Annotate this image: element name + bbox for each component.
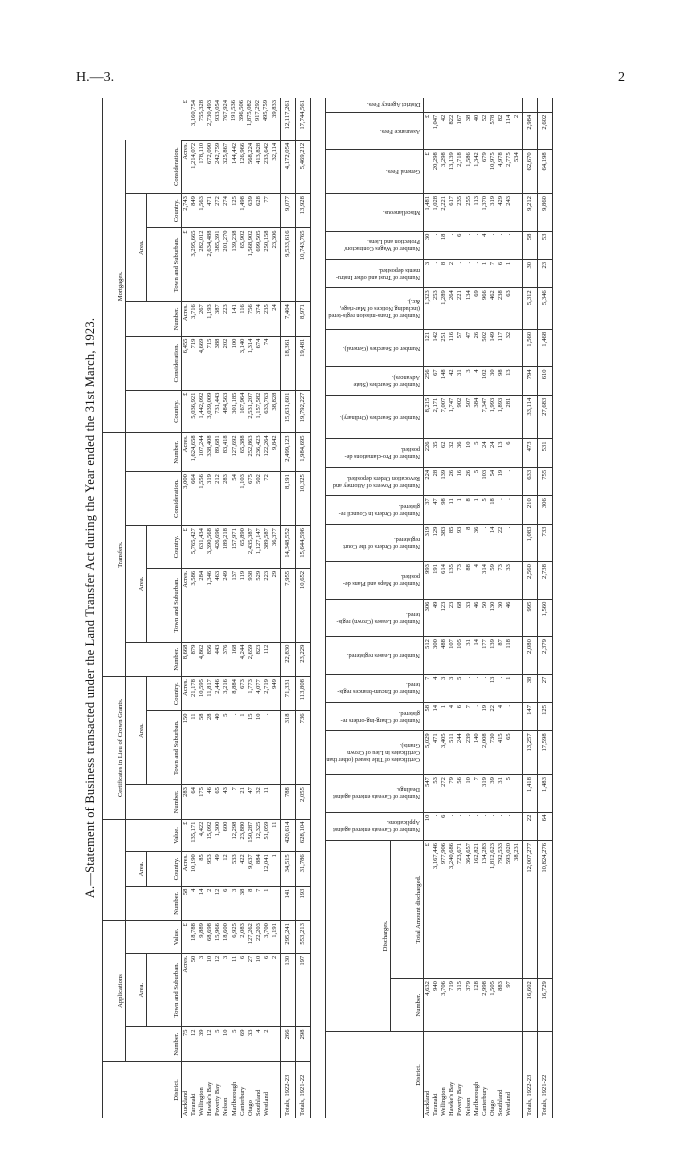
t2-col-23: £ 1,047 42 822 167 38 40 52 578 82 114 2 <box>424 112 523 150</box>
t2-prev-15: 27,683 <box>538 395 553 439</box>
t2-col-13: 224 28 139 26 16 26 5 103 54 19 . <box>424 467 523 495</box>
t2-totals-previous-row <box>538 98 553 1118</box>
grp2-number-header: Number. <box>126 886 182 920</box>
app-area-header: Area. <box>126 953 147 1027</box>
t2-prev-2: 10,824,276 <box>538 840 553 978</box>
district-names: Auckland Taranaki Wellington Hawke's Bay Poverty Bay Nelson Marlborough Canterbury Otago Southland Westland <box>182 1081 270 1116</box>
vh-orders-council: Number of Orders in Council re-gistered. <box>326 496 424 524</box>
applications-header: Applications <box>103 921 126 1062</box>
t2-tot-11: 1,083 <box>523 524 538 562</box>
t2-prev-1: 16,729 <box>538 979 553 1032</box>
page-series-code: H.—3. <box>76 70 115 85</box>
t2-prev-7: 27 <box>538 674 553 702</box>
t2-prev-13: 755 <box>538 467 553 495</box>
t2-tot-14: 473 <box>523 439 538 467</box>
vh-general-fees: General Fees. <box>326 150 424 194</box>
vh-charging-orders: Number of Charg-ing-orders re-gistered. <box>326 703 424 731</box>
t2-totals-current-row <box>523 98 538 1118</box>
vh-leases: Number of Leases registered. <box>326 637 424 675</box>
t1-tot-20: 4,172,054 <box>281 140 296 193</box>
t1-tot-1: 266 <box>281 1027 296 1061</box>
t2-prev-20: 53 <box>538 231 553 259</box>
t2-tot-5: 13,257 <box>523 731 538 775</box>
t2-prev-11: 733 <box>538 524 553 562</box>
t1-prev-5: 31,786 <box>296 852 311 886</box>
t1-col-21: £ 3,160,754 755,328 2,730,493 933,054 767,924 191,536 396,506 1,875,082 917,292 495,759 39,833 <box>182 98 281 140</box>
t2-prev-23: 2,602 <box>538 112 553 150</box>
t2-tot-15: 33,114 <box>523 395 538 439</box>
t2-col-14: 226 35 62 32 36 10 5 24 24 13 6 <box>424 439 523 467</box>
t1-prev-10: 23,229 <box>296 642 311 676</box>
t2-col-11: 319 129 383 85 93 8 36 . 14 22 . <box>424 524 523 562</box>
tr2-number-header: Number. <box>126 433 182 472</box>
t1-tot-5: 34,515 <box>281 852 296 886</box>
t1-prev-18: 10,743,765 <box>296 228 311 302</box>
t1-tot-14: 2,499,123 <box>281 433 296 472</box>
t1-col-9: Acres. 21,178 10,595 11,817 2,446 3,216 8,884 673 1,773 4,077 2,719 949 <box>182 677 281 711</box>
t2-tot-9: 995 <box>523 599 538 637</box>
t2-tot-2: 12,007,277 <box>523 840 538 978</box>
t1-totals-current-row <box>281 98 296 1118</box>
vh-powers-attorney: Number of Powers of Attorney and Revocation Orders deposited. <box>326 467 424 495</box>
t1-prev-9: 113,808 <box>296 677 311 711</box>
tr-consideration-header: Consideration. <box>126 472 182 526</box>
t1-prev-12: 15,644,596 <box>296 526 311 569</box>
vh-trust-instruments: Number of Trust and other Instru-ments deposited. <box>326 259 424 287</box>
t1-col-4: 58 4 14 2 12 6 3 38 8 7 1 <box>182 886 281 920</box>
t1-col-19: 2,743 849 1,563 471 272 274 125 1,498 639 628 77 <box>182 194 281 228</box>
t2-prev-24 <box>538 98 553 112</box>
t1-prev-14: 1,984,695 <box>296 433 311 472</box>
t2-tot-8: 2,080 <box>523 637 538 675</box>
t2-prev-4: 1,483 <box>538 775 553 813</box>
t2-col-18: 1,323 253 1,289 264 221 134 69 966 462 238 63 <box>424 288 523 330</box>
t1-col-20: Acres. 1,214,072 178,110 672,090 242,759 325,867 144,442 126,966 568,224 413,828 233,642 32,114 <box>182 140 281 193</box>
vh-searches-ordinary: Number of Searches (Ordinary). <box>326 395 424 439</box>
cert-area-header: Area. <box>126 677 147 785</box>
discharges-number-header: Number. <box>391 979 424 1032</box>
vh-certificates-of-title: Certificates of Title issued (other than Certificates in Lieu of Crown Grants). <box>326 731 424 775</box>
tr2-country-header: Country. <box>126 390 182 433</box>
page-number: 2 <box>618 70 625 85</box>
t1-tot-17: 7,404 <box>281 302 296 336</box>
t2-tot-6: 147 <box>523 703 538 731</box>
t1-tot-16: 18,361 <box>281 336 296 390</box>
grp2-value-header: Value. <box>126 819 182 852</box>
t1-prev-4: 193 <box>296 886 311 920</box>
app-number-header: Number. <box>126 1027 182 1061</box>
statement-title: A.—Statement of Business transacted under the Land Transfer Act during the Year ended the 31st March, 1923. <box>83 317 97 899</box>
vh-assurance-fees: Assurance Fees. <box>326 112 424 150</box>
t1-tot-4: 141 <box>281 886 296 920</box>
vh-orders-court: Number of Orders of the Court registered. <box>326 524 424 562</box>
t2-prev-17: 1,468 <box>538 329 553 367</box>
t2-prev-8: 2,379 <box>538 637 553 675</box>
t1-prev-15: 19,792,227 <box>296 390 311 433</box>
t1-prev-16: 19,481 <box>296 336 311 390</box>
t2-prev-6: 125 <box>538 703 553 731</box>
app-town-suburban-header: Town and Suburban. <box>147 953 182 1027</box>
t1-col-16: 6,455 719 4,669 715 388 202 100 3,140 1,314 674 74 <box>182 336 281 390</box>
t2-col-1: 4,632 940 3,706 719 315 379 128 2,998 1,505 883 97 <box>424 979 523 1032</box>
t1-col-13: 3,000 664 1,556 319 212 283 54 1,103 675 502 72 <box>182 472 281 526</box>
t2-district-names: Auckland Taranaki Wellington Hawke's Bay Poverty Bay Nelson Marlborough Canterbury Otago Southland Westland <box>424 1081 513 1116</box>
mort-consideration-header: Consideration. <box>126 140 182 193</box>
vh-district-agency-fees: District Agency Fees. <box>326 98 424 112</box>
t1-col-3: £ 18,788 9,889 68,698 15,966 18,600 6,925 2,083 127,262 22,203 3,700 1,191 <box>182 921 281 954</box>
t2-prev-16: 610 <box>538 367 553 395</box>
t1-col-1: 75 12 39 12 5 10 5 69 33 4 2 <box>182 1027 281 1061</box>
t2-col-6: 58 14 1 4 6 7 . 19 22 4 . <box>424 703 523 731</box>
t2-col-2: £ 3,167,446 977,906 3,240,686 723,671 364,657 162,821 134,283 1,812,623 792,533 593,020 38,231 <box>424 840 523 978</box>
t1-tot-21: 12,117,261 <box>281 98 296 140</box>
t2-tot-13: 633 <box>523 467 538 495</box>
vh-caveats-dealings: Number of Caveats entered against Dealings. <box>326 775 424 813</box>
t2-tot-16: 794 <box>523 367 538 395</box>
t2-tot-17: 1,560 <box>523 329 538 367</box>
t2-tot-21: 9,212 <box>523 194 538 232</box>
t2-prev-9: 1,560 <box>538 599 553 637</box>
t1-tot-7: 788 <box>281 785 296 819</box>
t2-col-24 <box>424 98 523 112</box>
t1-col-15: £ 5,036,921 1,442,092 3,039,009 731,443 484,563 301,185 167,964 2,531,207 1,157,582 633,763 38,828 <box>182 390 281 433</box>
district-header: District. <box>103 1061 182 1118</box>
cert-town-suburban-header: Town and Suburban. <box>147 711 182 785</box>
t2-tot-18: 5,312 <box>523 288 538 330</box>
t2-tot-4: 1,418 <box>523 775 538 813</box>
mortgages-header: Mortgages. <box>103 140 126 433</box>
t2-col-8: 512 300 488 107 105 31 14 177 139 87 118 <box>424 637 523 675</box>
t1-col-17: Acres. 3,716 267 1,193 387 223 141 116 756 374 235 24 <box>182 302 281 336</box>
t1-tot-19: 9,077 <box>281 194 296 228</box>
t1-prev-2: 197 <box>296 953 311 1027</box>
t2-prev-21: 9,860 <box>538 194 553 232</box>
t1-tot-8: 318 <box>281 711 296 785</box>
t1-prev-1: 298 <box>296 1027 311 1061</box>
t1-col-6: £ 135,171 4,422 15,092 1,300 600 12,298 23,880 150,287 12,325 51,059 11 <box>182 819 281 852</box>
vh-searches-state-advances: Number of Searches (State Advances). <box>326 367 424 395</box>
t1-prev-20: 5,469,212 <box>296 140 311 193</box>
grp2-country-header: Country. <box>147 852 182 886</box>
t2-col-4: 547 53 272 79 56 10 7 319 39 31 5 <box>424 775 523 813</box>
transfers-header: Transfers. <box>103 433 126 677</box>
cert-number-header: Number. <box>126 785 182 819</box>
t1-prev-3: 553,213 <box>296 921 311 954</box>
t1-col-11: Acres. 3,586 284 1,346 463 249 137 119 938 529 223 29 <box>182 568 281 642</box>
t2-tot-19: 30 <box>523 259 538 287</box>
t1-tot-13: 8,191 <box>281 472 296 526</box>
t2-tot-3: 22 <box>523 812 538 840</box>
t1-tot-3: 295,241 <box>281 921 296 954</box>
t1-tot-9: 71,331 <box>281 677 296 711</box>
t1-totals-previous-row <box>296 98 311 1118</box>
t1-col-7: 283 64 175 46 65 43 7 21 47 32 11 <box>182 785 281 819</box>
t2-tot-10: 2,560 <box>523 562 538 600</box>
t2-col-3: 10 . 6 . . . . . . . . <box>424 812 523 840</box>
t1-prev-6: 628,104 <box>296 819 311 852</box>
t2-col-16: 256 67 148 42 31 3 4 102 30 98 13 <box>424 367 523 395</box>
grp2-area-header: Area. <box>126 852 147 886</box>
t1-tot-10: 22,830 <box>281 642 296 676</box>
rotated-page-stage <box>82 98 642 1118</box>
totals-previous-label: Totals, 1921-22 <box>296 1061 311 1118</box>
t2-totals-current-label: Totals, 1922-23 <box>523 1031 538 1118</box>
t1-col-5: Acres. 10,190 85 953 49 12 533 422 9,637 884 12,041 1 <box>182 852 281 886</box>
vh-wages-liens: Number of Wages Contractors' Protection and Liens. <box>326 231 424 259</box>
t2-tot-22: 62,670 <box>523 150 538 194</box>
t1-tot-15: 15,631,601 <box>281 390 296 433</box>
t1-tot-11: 7,955 <box>281 568 296 642</box>
t2-col-22: £ 20,298 3,298 13,139 2,718 1,586 1,342 679 10,975 4,978 2,775 534 <box>424 150 523 194</box>
mort-area-header: Area. <box>126 194 147 302</box>
vh-caveats-applications: Number of Caveats entered against Applications. <box>326 812 424 840</box>
t2-col-21: 1,481 1,028 2,221 617 235 255 113 1,370 319 429 243 <box>424 194 523 232</box>
discharges-header: Discharges. <box>326 840 391 1031</box>
discharges-total-header: Total Amount discharged. <box>391 840 424 978</box>
t1-col-18: £ 3,295,665 282,012 2,634,488 385,391 201,270 139,238 65,902 1,568,902 699,505 250,158 23,306 <box>182 228 281 302</box>
vh-encumbrances: Number of Encum-brances regis-tered. <box>326 674 424 702</box>
t2-col-10: 993 191 614 135 73 88 4 314 59 73 33 <box>424 562 523 600</box>
t2-col-20: 30 . 18 . 6 . . 4 . . . <box>424 231 523 259</box>
app-value-header: Value. <box>126 921 182 954</box>
t1-tot-6: 420,614 <box>281 819 296 852</box>
mort-country-header: Country. <box>147 194 182 228</box>
t1-tot-12: 14,348,552 <box>281 526 296 569</box>
t1-prev-13: 10,325 <box>296 472 311 526</box>
t2-col-9: 306 49 123 23 68 33 46 50 130 30 46 <box>424 599 523 637</box>
t2-col-7: 7 4 3 3 5 . . . 13 . 1 <box>424 674 523 702</box>
t2-col-17: 121 142 251 116 57 47 26 502 149 117 32 <box>424 329 523 367</box>
t2-col-12: 37 47 98 11 1 8 1 5 18 . . <box>424 496 523 524</box>
vh-transmissions: Number of Trans-mission regis-tered (including Notices of Mar-riage, &c.). <box>326 288 424 330</box>
t1-tot-18: 9,533,616 <box>281 228 296 302</box>
certificates-header: Certificates in Lieu of Crown Grants. <box>103 677 126 820</box>
t1-prev-19: 13,928 <box>296 194 311 228</box>
cert-country-header: Country. <box>147 677 182 711</box>
t2-totals-previous-label: Totals, 1921-22 <box>538 1031 553 1118</box>
t2-prev-3: 64 <box>538 812 553 840</box>
vh-leases-crown: Number of Leases (Crown) regis-tered. <box>326 599 424 637</box>
tr-town-suburban-header: Town and Suburban. <box>147 568 182 642</box>
t2-tot-20: 58 <box>523 231 538 259</box>
t1-col-12: £ 5,765,427 631,434 3,390,568 426,696 189,218 157,971 65,890 2,435,387 1,127,147 389,587 36,377 <box>182 526 281 569</box>
mort-town-suburban-header: Town and Suburban. <box>147 228 182 302</box>
t1-col-2: Acres. 50 3 10 12 3 11 6 27 10 6 2 <box>182 953 281 1027</box>
vh-searches-general: Number of Searches (General). <box>326 329 424 367</box>
t2-prev-22: 64,198 <box>538 150 553 194</box>
t2-prev-19: 23 <box>538 259 553 287</box>
tr-number-header: Number. <box>126 642 182 676</box>
tr2-consideration-header: Consideration. <box>126 336 182 390</box>
t2-prev-5: 17,598 <box>538 731 553 775</box>
t2-tot-23: 2,984 <box>523 112 538 150</box>
t1-col-8: 150 11 58 28 40 5 . 1 15 10 . <box>182 711 281 785</box>
tr-country-header: Country. <box>147 526 182 569</box>
t2-tot-24 <box>523 98 538 112</box>
t2-district-header: District. <box>326 1031 424 1118</box>
t1-prev-17: 8,971 <box>296 302 311 336</box>
t2-col-19: 3 . 8 2 . . . 1 7 6 1 <box>424 259 523 287</box>
t2-tot-1: 16,602 <box>523 979 538 1032</box>
vh-miscellaneous: Miscellaneous. <box>326 194 424 232</box>
t1-prev-11: 10,652 <box>296 568 311 642</box>
land-transfer-summary-table <box>102 98 311 1118</box>
mort-number-header: Number. <box>126 302 182 336</box>
t2-tot-12: 210 <box>523 496 538 524</box>
tr-area-header: Area. <box>126 526 147 643</box>
unlabelled-group-header <box>103 819 126 921</box>
t2-col-15: 8,215 2,171 7,007 1,747 902 507 384 7,347 1,993 1,893 281 <box>424 395 523 439</box>
t1-col-10: 8,668 879 4,862 856 443 376 168 4,244 2,659 823 112 <box>182 642 281 676</box>
t2-prev-18: 5,346 <box>538 288 553 330</box>
t1-prev-21: 17,744,561 <box>296 98 311 140</box>
t2-prev-12: 306 <box>538 496 553 524</box>
vh-proclamations: Number of Pro-clamations de-posited. <box>326 439 424 467</box>
t2-prev-14: 531 <box>538 439 553 467</box>
rotated-content <box>82 98 642 1118</box>
t2-col-5: 5,029 471 3,405 511 244 239 140 2,008 730 415 65 <box>424 731 523 775</box>
t1-prev-7: 2,055 <box>296 785 311 819</box>
t1-col-14: Acres. 1,624,658 107,244 338,408 89,681 83,418 127,692 65,388 252,863 236,423 122,264 9,842 <box>182 433 281 472</box>
t1-tot-2: 130 <box>281 953 296 1027</box>
t2-tot-7: 38 <box>523 674 538 702</box>
vh-maps-plans: Number of Maps and Plans de-posited. <box>326 562 424 600</box>
land-transfer-other-business-table <box>325 98 553 1118</box>
t2-prev-10: 2,738 <box>538 562 553 600</box>
totals-current-label: Totals, 1922-23 <box>281 1061 296 1118</box>
t1-prev-8: 736 <box>296 711 311 785</box>
